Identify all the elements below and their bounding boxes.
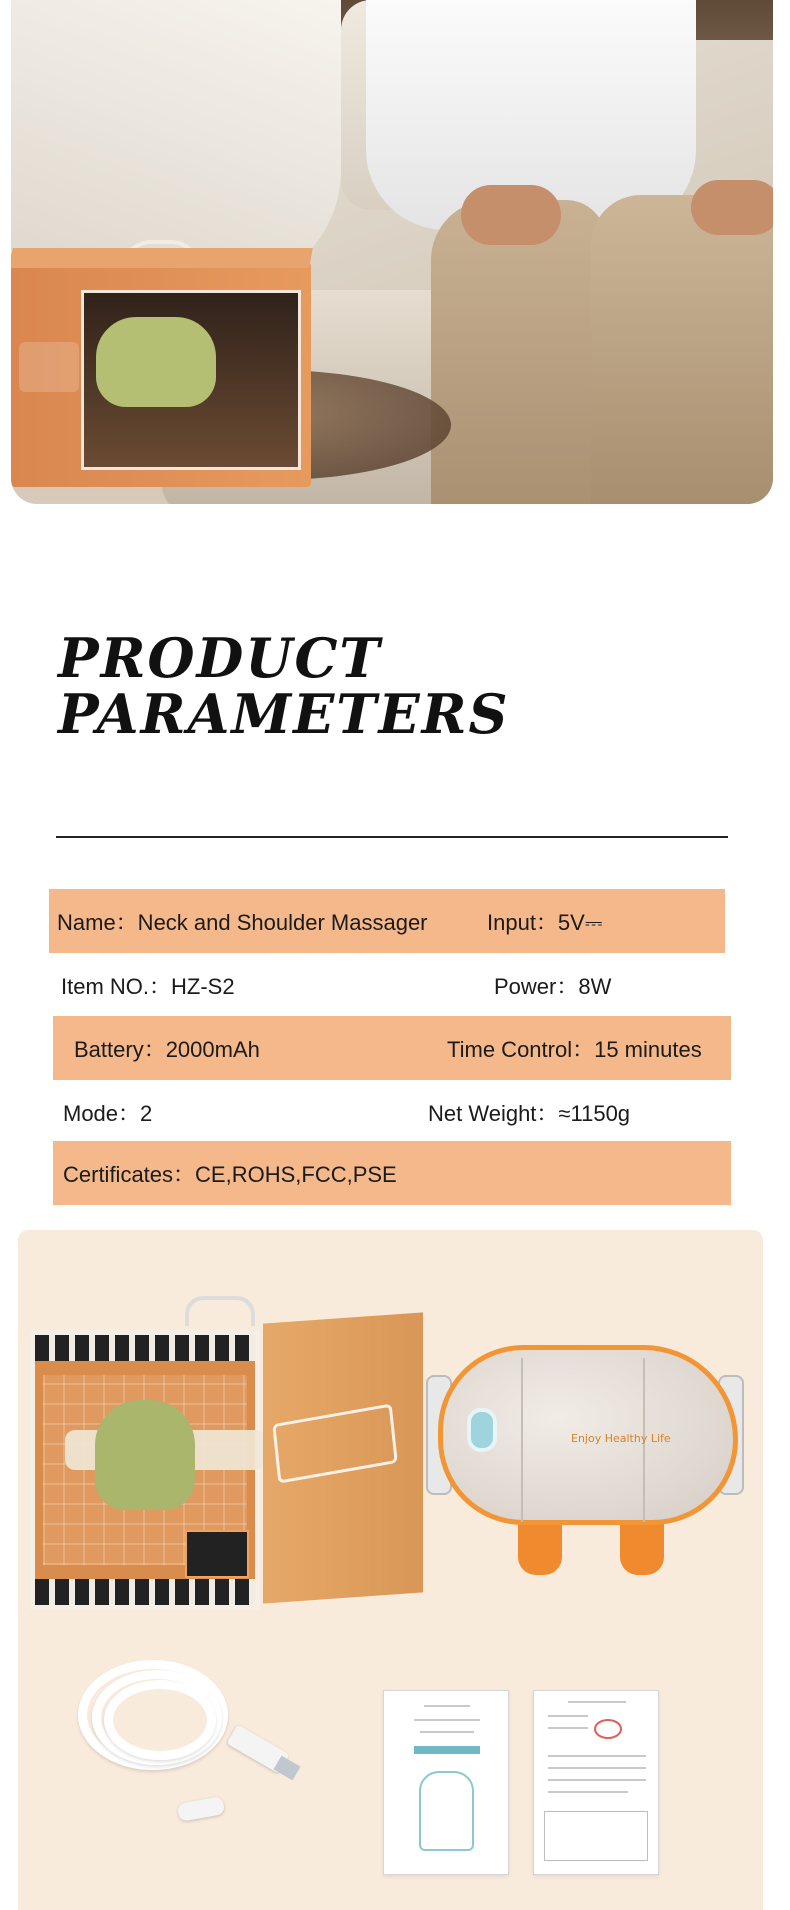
param-battery: Battery：2000mAh	[74, 1036, 260, 1062]
warranty-field-line-1	[548, 1715, 588, 1717]
box-massager-image	[96, 317, 216, 407]
param-time-control: Time Control：15 minutes	[447, 1036, 702, 1062]
page-title	[58, 626, 618, 746]
manual-model-line	[420, 1731, 474, 1733]
gift-box-sticker	[185, 1530, 249, 1578]
param-certificates: Certificates：CE,ROHS,FCC,PSE	[63, 1161, 397, 1187]
warranty-body-line-4	[548, 1791, 628, 1793]
param-power: Power：8W	[494, 973, 612, 999]
gift-box-image	[30, 1310, 425, 1630]
box-brand-logo	[19, 342, 79, 392]
massager-tagline: Enjoy Healthy Life	[571, 1432, 671, 1445]
param-row-item	[49, 953, 725, 1017]
usb-c-plug-icon	[177, 1796, 225, 1822]
param-net-weight: Net Weight：≈1150g	[428, 1100, 631, 1126]
title-divider	[56, 836, 728, 838]
warranty-info-table	[544, 1811, 648, 1861]
product-box-top	[11, 248, 313, 268]
manual-header-line	[424, 1705, 470, 1707]
gift-box-front	[30, 1330, 260, 1610]
warranty-body-line-1	[548, 1755, 646, 1757]
param-name: Name：Neck and Shoulder Massager	[57, 909, 428, 935]
massager-device-image	[426, 1345, 744, 1575]
warranty-field-line-2	[548, 1727, 588, 1729]
param-row-certificates	[53, 1141, 731, 1205]
param-row-battery	[53, 1016, 731, 1080]
massager-seam-left	[521, 1358, 523, 1522]
manual-title-bar	[414, 1746, 480, 1754]
manual-subtitle-line	[414, 1719, 480, 1721]
gift-box-massager-image	[95, 1400, 195, 1510]
param-row-mode	[49, 1080, 725, 1144]
warranty-body-line-3	[548, 1779, 646, 1781]
hero-photo	[11, 0, 773, 504]
param-input: Input：5V⎓	[487, 909, 603, 935]
warranty-card-image	[533, 1690, 659, 1875]
param-row-name	[49, 889, 725, 953]
cable-coil-inner	[104, 1680, 216, 1760]
title-line-1: PRODUCT	[58, 626, 382, 690]
usb-cable-image	[78, 1660, 278, 1820]
power-button-icon	[467, 1408, 497, 1452]
man-right-hand	[691, 180, 773, 235]
gift-box-bottom-stripe	[35, 1579, 255, 1605]
qualified-stamp-icon	[594, 1719, 622, 1739]
param-mode: Mode：2	[63, 1100, 153, 1126]
man-right-leg	[591, 195, 773, 504]
gift-box-side	[263, 1312, 423, 1603]
man-left-leg	[431, 200, 606, 504]
manual-device-illustration	[419, 1771, 474, 1851]
gift-box-top-stripe	[35, 1335, 255, 1361]
warranty-title-line	[568, 1701, 626, 1703]
man-left-hand	[461, 185, 561, 245]
massager-body	[438, 1345, 738, 1525]
gift-box-brand-logo	[272, 1403, 398, 1483]
gift-box-handle	[185, 1296, 255, 1326]
package-contents-panel	[18, 1230, 763, 1910]
product-box	[11, 262, 311, 487]
param-item-no: Item NO.：HZ-S2	[61, 973, 235, 999]
user-manual-image	[383, 1690, 509, 1875]
title-line-2: PARAMETERS	[58, 682, 510, 746]
warranty-body-line-2	[548, 1767, 646, 1769]
